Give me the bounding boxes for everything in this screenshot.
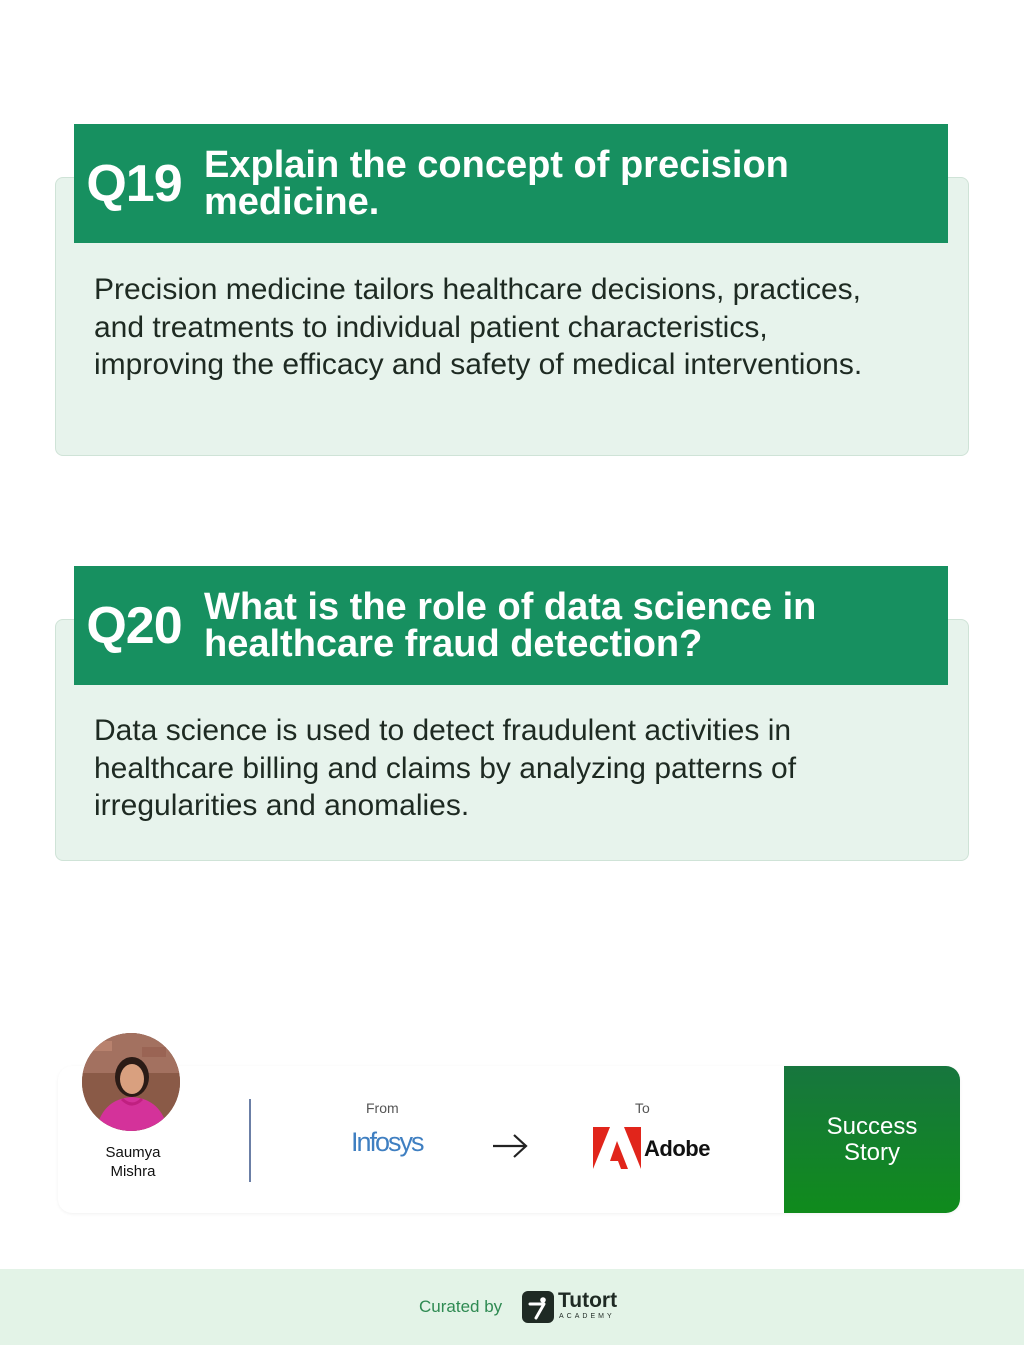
arrow-right-icon xyxy=(490,1130,530,1162)
success-story-badge: Success Story xyxy=(784,1066,960,1213)
q20-answer: Data science is used to detect fraudulent activities in healthcare billing and claims by analyzing patterns of irregularities and anomalies. xyxy=(94,714,797,822)
q20-number: Q20 xyxy=(86,596,182,655)
from-label: From xyxy=(366,1100,399,1116)
curated-by-label: Curated by xyxy=(419,1297,503,1316)
tutort-brand-name: Tutort xyxy=(558,1289,618,1312)
tutort-brand-subtitle: ACADEMY xyxy=(559,1313,615,1320)
q19-banner xyxy=(74,124,948,243)
to-label: To xyxy=(635,1100,650,1116)
q20-banner xyxy=(74,566,948,685)
footer-bar xyxy=(0,1269,1024,1345)
q19-answer: Precision medicine tailors healthcare decisions, practices, and treatments to individual patient characteristics, improving the efficacy and safety of medical interventions. xyxy=(94,273,863,381)
adobe-logo-icon xyxy=(593,1127,641,1169)
story-divider xyxy=(249,1099,251,1182)
person-name: Saumya Mishra xyxy=(105,1144,161,1180)
to-company-name: Adobe xyxy=(644,1136,710,1161)
q19-number: Q19 xyxy=(86,154,182,213)
q20-title: What is the role of data science in healthcare fraud detection? xyxy=(204,585,817,665)
tutort-logo-icon xyxy=(522,1291,554,1323)
q19-title: Explain the concept of precision medicine. xyxy=(204,143,789,223)
from-company-logo: Infosys xyxy=(351,1127,423,1157)
person-avatar xyxy=(82,1033,180,1131)
person-photo-icon xyxy=(82,1033,180,1131)
